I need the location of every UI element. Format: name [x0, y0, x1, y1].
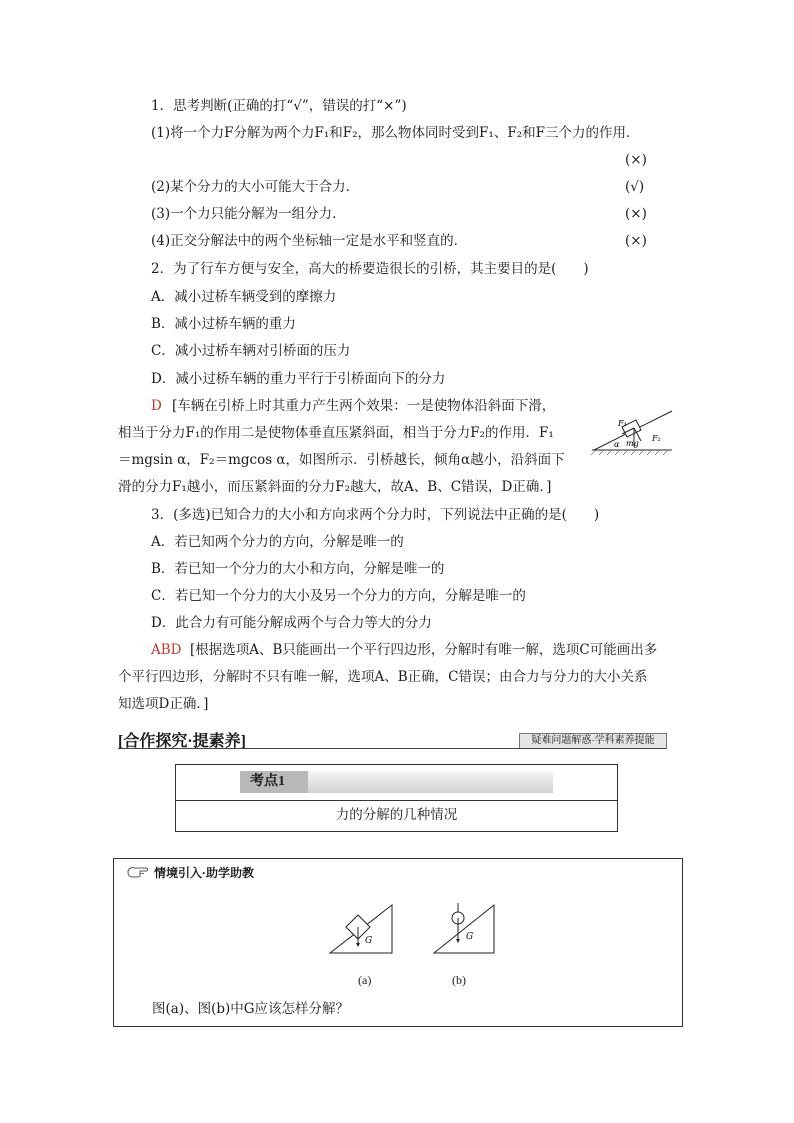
q2-option-d: D．减小过桥车辆的重力平行于引桥面向下的分力: [151, 371, 446, 387]
q2-option-c: C．减小过桥车辆对引桥面的压力: [151, 343, 351, 359]
fig-label-mg: mg: [626, 439, 639, 448]
pointing-hand-icon: [126, 865, 150, 879]
fig-label-f2: F₂: [652, 434, 661, 443]
section-title: [合作探究·提素养]: [118, 733, 246, 750]
kaodian-label: 考点1: [250, 774, 285, 789]
q1-item-3: (3)一个力只能分解为一组分力．: [151, 206, 346, 222]
q3-option-b: B．若已知一个分力的大小和方向，分解是唯一的: [151, 561, 445, 577]
q3-stem: 3．(多选)已知合力的大小和方向求两个分力时，下列说法中正确的是( ): [151, 507, 600, 523]
q3-option-d: D．此合力有可能分解成两个与合力等大的分力: [151, 615, 432, 631]
q1-mark-1: (×): [625, 152, 647, 168]
kaodian-box: [175, 764, 618, 832]
figure-b-g-label: G: [466, 932, 474, 942]
q2-explanation-2: 相当于分力F₁的作用二是使物体垂直压紧斜面，相当于分力F₂的作用．F₁: [118, 425, 554, 441]
figure-a-g-label: G: [365, 936, 373, 946]
q1-title: 1．思考判断(正确的打“√”，错误的打“×”): [151, 98, 407, 114]
q2-stem: 2．为了行车方便与安全，高大的桥要造很长的引桥，其主要目的是( ): [151, 261, 589, 277]
figure-a-caption: (a): [358, 973, 372, 987]
context-question: 图(a)、图(b)中G应该怎样分解？: [152, 1001, 350, 1017]
q1-mark-4: (×): [625, 233, 647, 249]
figure-b-caption: (b): [452, 973, 466, 987]
context-header: 情境引入·助学助教: [154, 866, 254, 880]
q2-explanation-3: ＝mgsin α，F₂＝mgcos α，如图所示．引桥越长，倾角α越小，沿斜面下: [118, 452, 565, 468]
fig-label-alpha: α: [614, 440, 620, 449]
q3-explanation-1: [根据选项A、B只能画出一个平行四边形，分解时有唯一解，选项C可能画出多: [190, 642, 658, 658]
incline-force-diagram: [588, 395, 674, 457]
q1-item-2: (2)某个分力的大小可能大于合力．: [151, 179, 360, 195]
kaodian-subtitle: 力的分解的几种情况: [335, 807, 458, 822]
kaodian-divider: [176, 800, 617, 801]
q3-explanation-3: 知选项D正确．]: [118, 696, 209, 712]
fig-label-f1: F₁: [618, 419, 627, 428]
q3-answer: ABD: [151, 642, 182, 658]
figure-b-incline: [432, 901, 496, 955]
q1-mark-3: (×): [625, 206, 647, 222]
q3-explanation-2: 个平行四边形，分解时不只有唯一解，选项A、B正确，C错误；由合力与分力的大小关系: [118, 669, 648, 685]
q2-explanation-1: [车辆在引桥上时其重力产生两个效果：一是使物体沿斜面下滑，: [172, 398, 556, 414]
section-divider: [118, 748, 666, 749]
q1-item-4: (4)正交分解法中的两个坐标轴一定是水平和竖直的．: [151, 233, 468, 249]
figure-a-incline: [328, 903, 394, 955]
q3-option-a: A．若已知两个分力的方向，分解是唯一的: [151, 534, 404, 550]
q2-answer: D: [151, 398, 162, 414]
q2-explanation-4: 滑的分力F₁越小，而压紧斜面的分力F₂越大，故A、B、C错误，D正确．]: [118, 479, 552, 495]
q3-option-c: C．若已知一个分力的大小及另一个分力的方向，分解是唯一的: [151, 588, 526, 604]
q2-option-b: B．减小过桥车辆的重力: [151, 316, 296, 332]
q1-item-1: (1)将一个力F分解为两个力F₁和F₂，那么物体同时受到F₁、F₂和F三个力的作用．: [151, 125, 640, 141]
context-box: [113, 858, 683, 1027]
q1-mark-2: (√): [625, 179, 645, 195]
q2-option-a: A．减小过桥车辆受到的摩擦力: [151, 289, 337, 305]
section-tag: 疑难问题解惑·学科素养提能: [519, 733, 667, 749]
